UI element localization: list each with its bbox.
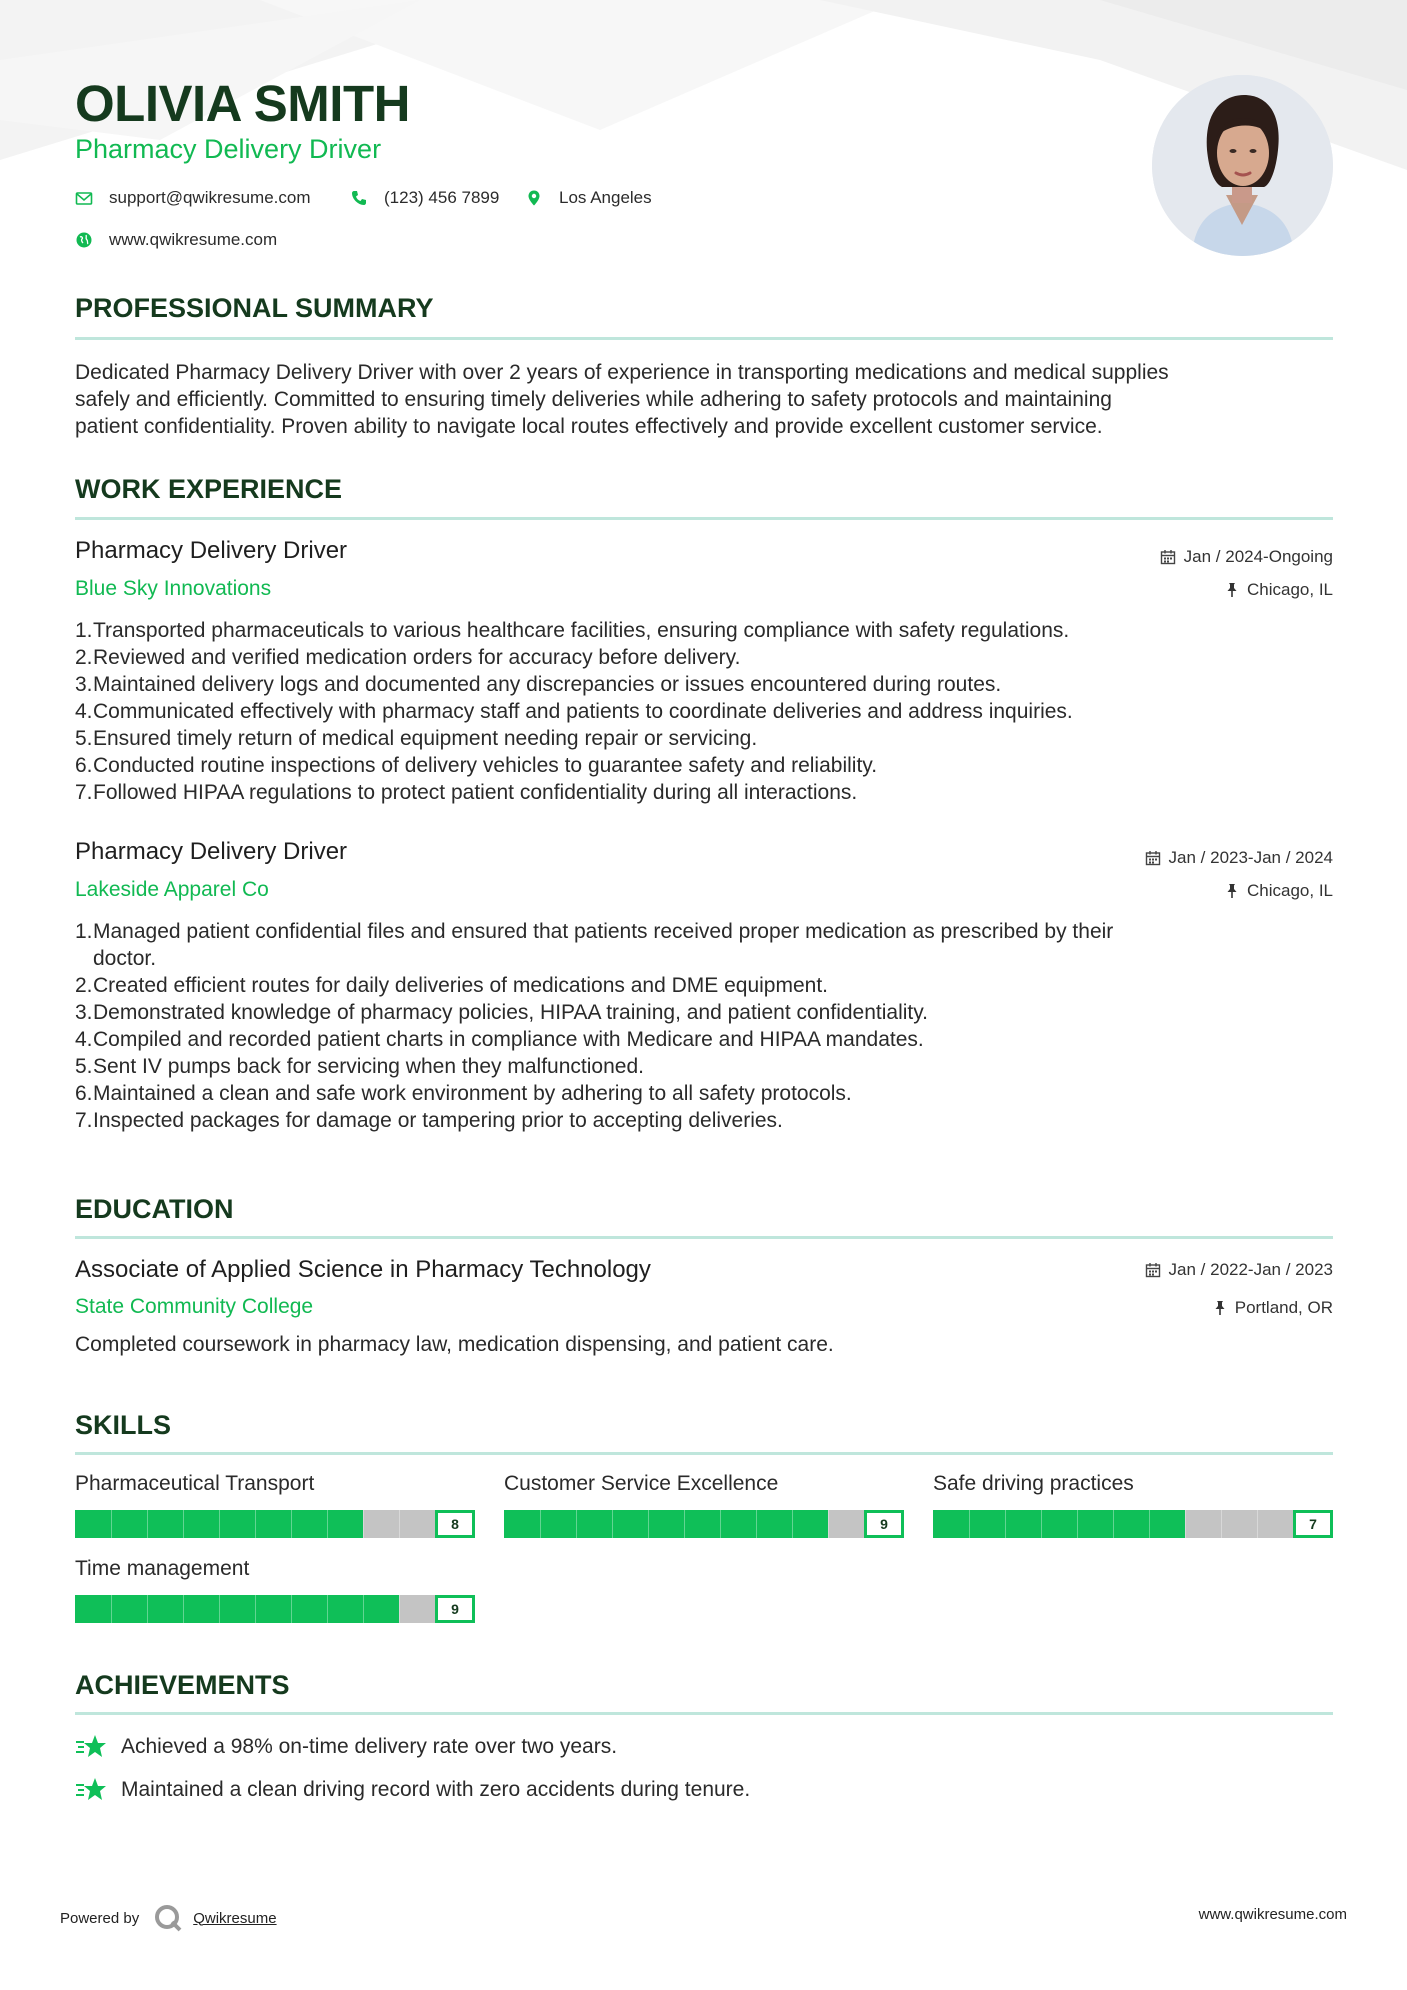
skill-score: 9: [864, 1510, 904, 1538]
skill-score: 8: [435, 1510, 475, 1538]
candidate-role: Pharmacy Delivery Driver: [75, 134, 382, 164]
skill-segment-tick: [147, 1510, 148, 1538]
list-item: 4. Communicated effectively with pharmacy staff and patients to coordinate deliveries and address inquiries.: [75, 700, 1073, 723]
skill-segment-tick: [720, 1510, 721, 1538]
skill-score: 9: [435, 1595, 475, 1623]
education-school: State Community College: [75, 1295, 314, 1318]
job-responsibilities: [75, 918, 1333, 1134]
list-item: 4. Compiled and recorded patient charts in compliance with Medicare and HIPAA mandates.: [75, 1028, 924, 1051]
list-item: 7. Inspected packages for damage or tampering prior to accepting deliveries.: [75, 1109, 783, 1132]
summary-line: Dedicated Pharmacy Delivery Driver with over 2 years of experience in transporting medications and medical supplies: [75, 361, 1169, 384]
education-description: Completed coursework in pharmacy law, medication dispensing, and patient care.: [75, 1333, 834, 1356]
summary-divider: [75, 337, 1333, 340]
skill-segment-tick: [219, 1510, 220, 1538]
skill-bar: [933, 1510, 1333, 1538]
phone-text: (123) 456 7899: [384, 188, 500, 207]
skill-segment-tick: [756, 1510, 757, 1538]
list-item: 2. Created efficient routes for daily deliveries of medications and DME equipment.: [75, 974, 828, 997]
list-item: 6. Maintained a clean and safe work environment by adhering to all safety protocols.: [75, 1082, 852, 1105]
achievement-item: [75, 1776, 750, 1804]
skill-segment-tick: [327, 1595, 328, 1623]
education-location-text: Portland, OR: [1234, 1298, 1333, 1317]
pushpin-icon: [1225, 582, 1239, 598]
summary-line: patient confidentiality. Proven ability to navigate local routes effectively and provide excellent customer service.: [75, 415, 1103, 438]
skill-segment-tick: [399, 1595, 400, 1623]
skill-segment-tick: [255, 1510, 256, 1538]
contact-location: [525, 188, 652, 208]
skill-segment-tick: [1041, 1510, 1042, 1538]
skill-segment-tick: [1149, 1510, 1150, 1538]
education-dates: [1145, 1260, 1333, 1280]
star-icon: [75, 1733, 107, 1761]
achievements-divider: [75, 1712, 1333, 1715]
globe-icon: [75, 231, 93, 249]
job-dates: [1145, 848, 1333, 868]
achievement-item: [75, 1733, 617, 1761]
summary-text: [75, 359, 1333, 440]
skill-segment-tick: [1185, 1510, 1186, 1538]
skill-segment-tick: [1077, 1510, 1078, 1538]
list-item: 1. Managed patient confidential files and ensured that patients received proper medication as prescribed by their: [75, 920, 1114, 943]
achievement-text: Achieved a 98% on-time delivery rate over two years.: [121, 1735, 618, 1758]
job-title: Pharmacy Delivery Driver: [75, 537, 348, 564]
skill-segment-tick: [363, 1510, 364, 1538]
skill-bar: [75, 1510, 475, 1538]
skill-segment-tick: [327, 1510, 328, 1538]
skill-label: Safe driving practices: [933, 1472, 1134, 1495]
experience-heading: WORK EXPERIENCE: [75, 474, 343, 504]
job-dates-text: Jan / 2023-Jan / 2024: [1168, 848, 1333, 867]
skill-segment-tick: [828, 1510, 829, 1538]
list-item: 2. Reviewed and verified medication orders for accuracy before delivery.: [75, 646, 741, 669]
skill-segment-tick: [111, 1595, 112, 1623]
achievement-text: Maintained a clean driving record with zero accidents during tenure.: [121, 1778, 751, 1801]
email-icon: [75, 189, 93, 207]
education-heading: EDUCATION: [75, 1194, 234, 1224]
profile-photo: [1152, 75, 1333, 256]
skill-segment-tick: [363, 1595, 364, 1623]
summary-line: safely and efficiently. Committed to ensuring timely deliveries while adhering to safety protocols and maintaining: [75, 388, 1112, 411]
skill-segment-tick: [1257, 1510, 1258, 1538]
skill-segment-tick: [399, 1510, 400, 1538]
skill-segment-tick: [291, 1510, 292, 1538]
list-item: 3. Maintained delivery logs and documented any discrepancies or issues encountered during routes.: [75, 673, 1002, 696]
phone-icon: [350, 189, 368, 207]
job-company: Lakeside Apparel Co: [75, 878, 269, 901]
skill-segment-tick: [648, 1510, 649, 1538]
skill-segment-tick: [111, 1510, 112, 1538]
list-item: doctor.: [93, 947, 157, 970]
candidate-name: OLIVIA SMITH: [75, 75, 410, 132]
experience-divider: [75, 517, 1333, 520]
skill-segment-tick: [540, 1510, 541, 1538]
location-text: Los Angeles: [559, 188, 652, 207]
list-item: 5. Sent IV pumps back for servicing when they malfunctioned.: [75, 1055, 644, 1078]
skill-label: Pharmaceutical Transport: [75, 1472, 315, 1495]
list-item: 6. Conducted routine inspections of delivery vehicles to guarantee safety and reliability.: [75, 754, 878, 777]
list-item: 7. Followed HIPAA regulations to protect patient confidentiality during all interactions.: [75, 781, 858, 804]
skill-segment-tick: [612, 1510, 613, 1538]
pushpin-icon: [1213, 1300, 1227, 1316]
pushpin-icon: [1225, 883, 1239, 899]
job-responsibilities: [75, 617, 1333, 806]
contact-website[interactable]: [75, 230, 277, 250]
job-company: Blue Sky Innovations: [75, 577, 272, 600]
star-icon: [75, 1776, 107, 1804]
skill-segment-tick: [684, 1510, 685, 1538]
skill-label: Customer Service Excellence: [504, 1472, 779, 1495]
skill-segment-tick: [1221, 1510, 1222, 1538]
skill-score: 7: [1293, 1510, 1333, 1538]
skill-segment-tick: [969, 1510, 970, 1538]
skill-segment-tick: [1113, 1510, 1114, 1538]
list-item: 1. Transported pharmaceuticals to various healthcare facilities, ensuring compliance with safety regulations.: [75, 619, 1070, 642]
qwikresume-logo-icon: [153, 1903, 183, 1933]
education-divider: [75, 1236, 1333, 1239]
calendar-icon: [1145, 850, 1161, 866]
website-text: www.qwikresume.com: [109, 230, 278, 249]
skills-heading: SKILLS: [75, 1410, 172, 1440]
job-dates: [1160, 547, 1333, 567]
map-pin-icon: [525, 189, 543, 207]
skill-label: Time management: [75, 1557, 250, 1580]
list-item: 3. Demonstrated knowledge of pharmacy policies, HIPAA training, and patient confidentiality.: [75, 1001, 929, 1024]
skill-fill: [75, 1595, 399, 1623]
education-degree: Associate of Applied Science in Pharmacy Technology: [75, 1256, 651, 1283]
skill-segment-tick: [792, 1510, 793, 1538]
skill-segment-tick: [219, 1595, 220, 1623]
skill-segment-tick: [576, 1510, 577, 1538]
job-location-text: Chicago, IL: [1247, 580, 1333, 599]
powered-by-label: Powered by: [60, 1909, 140, 1927]
qwikresume-link[interactable]: Qwikresume: [193, 1909, 277, 1927]
job-dates-text: Jan / 2024-Ongoing: [1183, 547, 1333, 566]
job-location: [1225, 881, 1333, 901]
footer-website[interactable]: www.qwikresume.com: [1198, 1906, 1347, 1923]
email-text: support@qwikresume.com: [109, 188, 311, 207]
skill-segment-tick: [291, 1595, 292, 1623]
skill-segment-tick: [255, 1595, 256, 1623]
portrait-image: [1152, 75, 1333, 256]
education-location: [1213, 1298, 1333, 1318]
calendar-icon: [1160, 549, 1176, 565]
skill-fill: [504, 1510, 828, 1538]
skill-segment-tick: [183, 1510, 184, 1538]
list-item: 5. Ensured timely return of medical equipment needing repair or servicing.: [75, 727, 758, 750]
achievements-heading: ACHIEVEMENTS: [75, 1670, 290, 1700]
calendar-icon: [1145, 1262, 1161, 1278]
skill-bar: [75, 1595, 475, 1623]
skills-divider: [75, 1452, 1333, 1455]
skill-segment-tick: [1005, 1510, 1006, 1538]
skill-segment-tick: [183, 1595, 184, 1623]
contact-phone[interactable]: [350, 188, 499, 208]
job-title: Pharmacy Delivery Driver: [75, 838, 348, 865]
skill-segment-tick: [147, 1595, 148, 1623]
footer-powered-by: [60, 1903, 277, 1933]
contact-email[interactable]: [75, 188, 311, 208]
education-dates-text: Jan / 2022-Jan / 2023: [1168, 1260, 1333, 1279]
skill-fill: [933, 1510, 1185, 1538]
skill-bar: [504, 1510, 904, 1538]
job-location-text: Chicago, IL: [1247, 881, 1333, 900]
summary-heading: PROFESSIONAL SUMMARY: [75, 293, 434, 323]
job-location: [1225, 580, 1333, 600]
